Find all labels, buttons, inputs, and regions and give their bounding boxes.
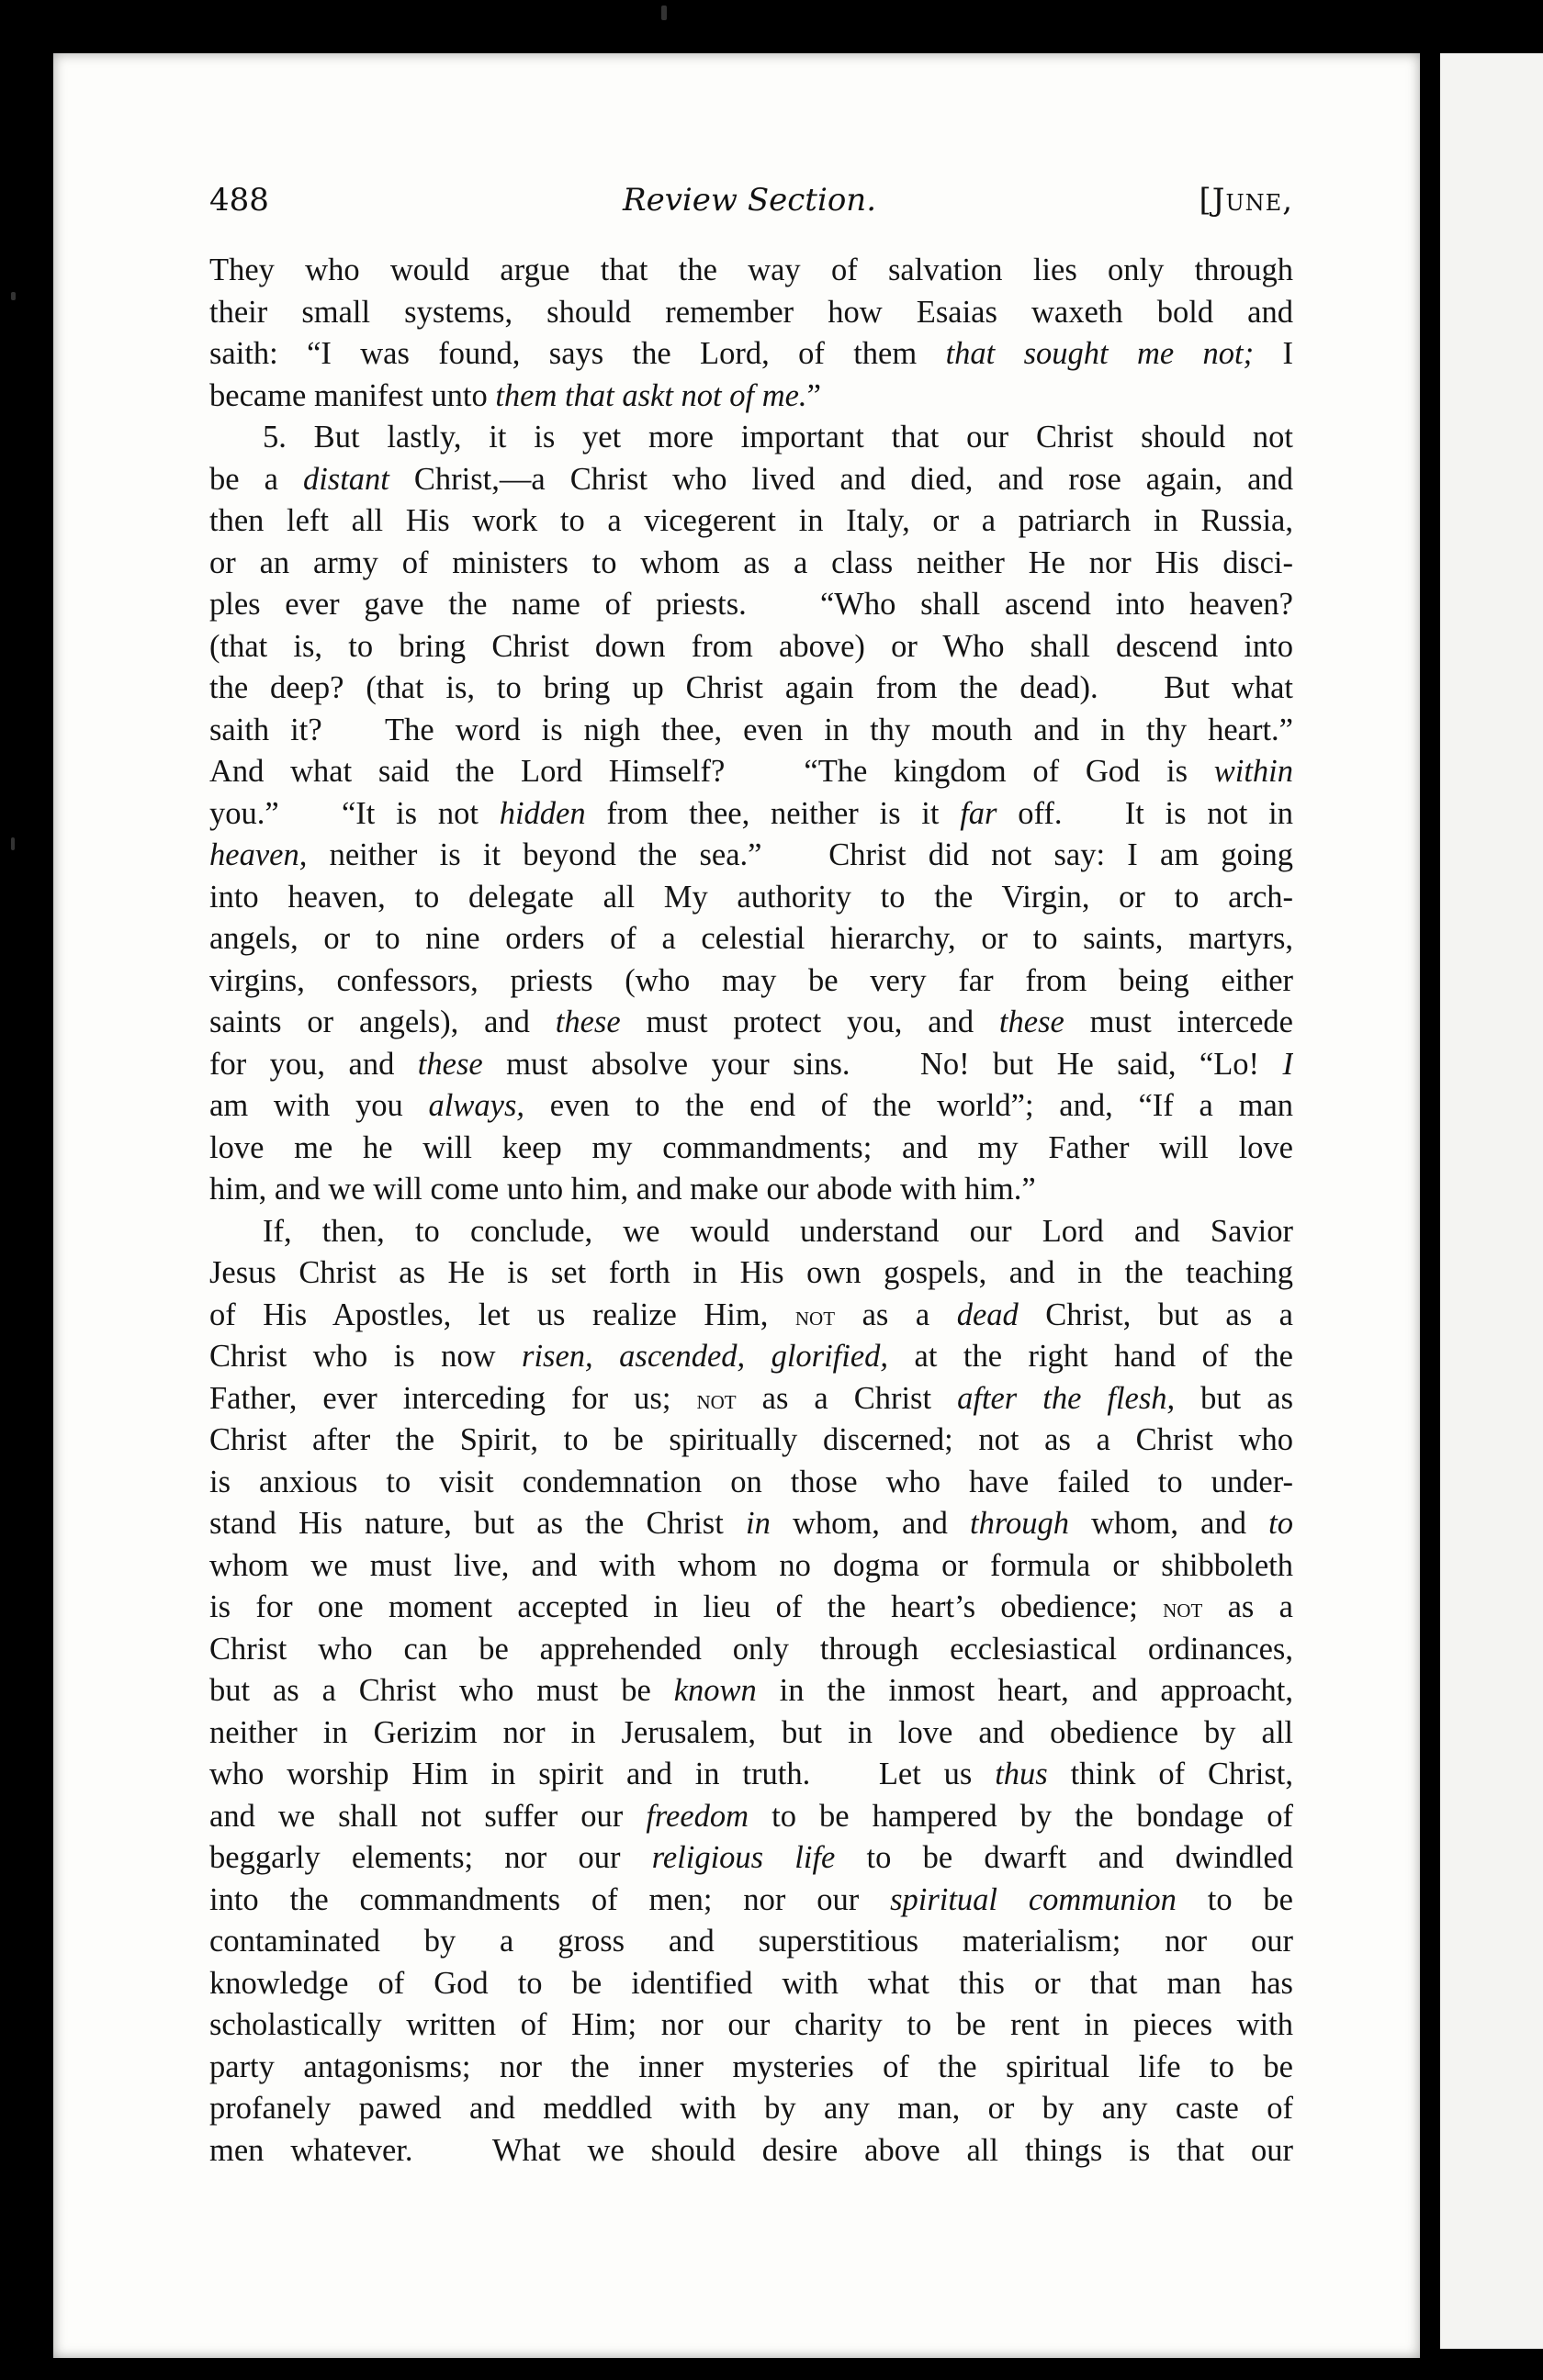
text-run: or an army of ministers to whom as a class neither He nor His disci-	[209, 544, 1293, 580]
text-line	[209, 584, 1293, 626]
text-run: and we shall not suffer our	[209, 1798, 647, 1834]
text-line	[209, 1336, 1293, 1378]
scan-speck	[661, 6, 667, 20]
text-run: of His Apostles, let us realize Him,	[209, 1297, 795, 1332]
text-run: stand His nature, but as the Christ	[209, 1506, 746, 1541]
text-run: Christ after the Spirit, to be spiritually discerned; not as a Christ who	[209, 1422, 1293, 1457]
scan-speck	[11, 292, 16, 300]
text-run: to be dwarft and dwindled	[835, 1840, 1293, 1875]
text-line	[209, 1252, 1293, 1295]
text-line	[209, 500, 1293, 543]
text-run: Jesus Christ as He is set forth in His own gospels, and in the teaching	[209, 1255, 1293, 1290]
text-run: Christ who is now	[209, 1339, 523, 1374]
text-run: into the commandments of men; nor our	[209, 1881, 891, 1917]
text-line	[209, 1837, 1293, 1880]
text-line	[209, 1211, 1293, 1253]
text-run: neither is it beyond the sea.” Christ did not say: I am going	[307, 837, 1293, 872]
text-line	[209, 1670, 1293, 1712]
text-run: after the flesh,	[957, 1380, 1176, 1416]
text-line	[209, 1044, 1293, 1086]
text-line	[209, 1712, 1293, 1755]
text-run: must absolve your sins. No! but He said, “Lo!	[482, 1046, 1283, 1082]
text-run: from thee, neither is it	[585, 795, 961, 831]
text-line	[209, 1128, 1293, 1170]
text-run: religious life	[651, 1840, 836, 1875]
text-run: for you, and	[209, 1046, 418, 1082]
text-run: must intercede	[1064, 1005, 1293, 1039]
text-run: risen, ascended, glorified,	[522, 1339, 889, 1374]
text-line	[209, 1295, 1293, 1337]
text-run: is anxious to visit condemnation on those who have failed to under-	[209, 1464, 1293, 1499]
text-line	[209, 250, 1293, 292]
text-run: Christ who can be apprehended only through ecclesiastical ordinances,	[209, 1631, 1293, 1667]
text-run: far	[960, 795, 997, 831]
text-run: think of Christ,	[1047, 1757, 1293, 1791]
text-run: saith: “I was found, says the Lord, of them	[209, 336, 946, 371]
text-run: not	[1163, 1593, 1203, 1623]
text-run: party antagonisms; nor the inner mysteries of the spiritual life to be	[209, 2049, 1293, 2084]
text-line	[209, 333, 1293, 376]
text-run: ples ever gave the name of priests. “Who shall ascend into heaven?	[209, 587, 1293, 622]
text-run: knowledge of God to be identified with what this or that man has	[209, 1965, 1293, 2001]
text-run: Father, ever interceding for us;	[209, 1380, 697, 1416]
text-line	[209, 376, 1293, 418]
facing-page-edge	[1440, 53, 1543, 2349]
text-line	[209, 1796, 1293, 1838]
text-run: spiritual communion	[890, 1881, 1177, 1917]
text-run: heaven,	[209, 837, 308, 872]
text-run: virgins, confessors, priests (who may be very far from being either	[209, 962, 1293, 998]
text-line	[209, 459, 1293, 501]
page-number: 488	[209, 182, 269, 219]
text-run: always,	[428, 1088, 524, 1123]
text-run: contaminated by a gross and superstitious materialism; nor our	[209, 1924, 1293, 1959]
text-run: ”	[806, 377, 821, 413]
text-line	[209, 1754, 1293, 1796]
text-run: am with you	[209, 1088, 429, 1123]
section-title: Review Section.	[623, 182, 877, 219]
text-run: not	[696, 1384, 737, 1415]
text-run: must protect you, and	[620, 1005, 999, 1039]
text-run: these	[555, 1005, 621, 1039]
scan-speck	[11, 837, 15, 850]
text-line	[209, 1169, 1293, 1211]
text-run: men whatever. What we should desire above all things is that our	[209, 2132, 1293, 2168]
text-run: hidden	[499, 795, 586, 831]
text-run: dead	[956, 1297, 1019, 1332]
text-line	[209, 2047, 1293, 2089]
text-line	[209, 1462, 1293, 1504]
text-run: that sought me not;	[945, 336, 1255, 371]
text-line	[209, 543, 1293, 585]
text-run: not	[794, 1300, 836, 1331]
text-run: I	[1254, 336, 1293, 371]
text-run: as a	[835, 1297, 957, 1332]
text-line	[209, 1587, 1293, 1629]
text-line	[209, 1002, 1293, 1044]
text-line	[209, 1880, 1293, 1922]
text-run: distant	[302, 461, 389, 497]
text-run: but as	[1175, 1380, 1293, 1416]
text-line	[209, 1085, 1293, 1128]
text-line	[209, 1503, 1293, 1545]
text-run: then left all His work to a vicegerent in Italy, or a patriarch in Russia,	[209, 503, 1293, 538]
text-run: thus	[995, 1757, 1048, 1791]
text-run: in	[745, 1506, 771, 1541]
text-run: into heaven, to delegate all My authority to the Virgin, or to arch-	[209, 879, 1293, 915]
text-run: beggarly elements; nor our	[209, 1840, 652, 1875]
text-line	[209, 918, 1293, 960]
text-line	[209, 793, 1293, 836]
text-run: these	[998, 1005, 1064, 1039]
text-run: whom, and	[770, 1506, 970, 1541]
text-run: be a	[209, 461, 303, 497]
issue-month: [June,	[1199, 182, 1293, 219]
text-run: I	[1282, 1046, 1293, 1082]
text-run: them that askt not of me.	[495, 377, 807, 413]
text-line	[209, 1420, 1293, 1462]
text-run: through	[969, 1506, 1069, 1541]
text-run: as a Christ	[736, 1380, 958, 1416]
text-run: (that is, to bring Christ down from above) or Who shall descend into	[209, 628, 1293, 664]
text-line	[209, 1963, 1293, 2005]
text-line	[209, 1378, 1293, 1420]
text-run: whom, and	[1068, 1506, 1269, 1541]
text-run: off. It is not in	[997, 795, 1293, 831]
text-line	[209, 1545, 1293, 1588]
text-line	[209, 292, 1293, 334]
text-run: you.” “It is not	[209, 795, 500, 831]
text-run: these	[417, 1046, 483, 1082]
text-line	[209, 835, 1293, 877]
text-line	[209, 668, 1293, 710]
body-text	[209, 250, 1293, 2172]
text-run: profanely pawed and meddled with by any man, or by any caste of	[209, 2091, 1293, 2126]
text-line	[209, 2130, 1293, 2172]
text-run: as a	[1202, 1589, 1293, 1624]
text-run: And what said the Lord Himself? “The kingdom of God is	[209, 754, 1214, 789]
text-line	[209, 626, 1293, 668]
text-line	[209, 877, 1293, 919]
text-run: within	[1213, 754, 1293, 789]
text-run: freedom	[646, 1798, 749, 1834]
text-run: Christ, but as a	[1018, 1297, 1293, 1332]
text-run: to be	[1176, 1881, 1293, 1917]
text-run: neither in Gerizim nor in Jerusalem, but in love and obedience by all	[209, 1714, 1293, 1750]
text-run: If, then, to conclude, we would understand our Lord and Savior	[263, 1213, 1293, 1249]
text-line	[209, 2088, 1293, 2130]
text-run: in the inmost heart, and approacht,	[756, 1673, 1293, 1708]
text-run: him, and we will come unto him, and make our abode with him.”	[209, 1172, 1036, 1207]
text-line	[209, 1629, 1293, 1671]
text-run: to	[1268, 1506, 1293, 1541]
text-run: Christ,—a Christ who lived and died, and rose again, and	[389, 461, 1293, 497]
text-run: known	[673, 1673, 757, 1708]
text-run: at the right hand of the	[888, 1339, 1293, 1374]
text-run: 5. But lastly, it is yet more important that our Christ should not	[263, 420, 1293, 455]
text-run: became manifest unto	[209, 377, 496, 413]
text-run: the deep? (that is, to bring up Christ again from the dead). But what	[209, 670, 1293, 705]
text-run: angels, or to nine orders of a celestial hierarchy, or to saints, martyrs,	[209, 921, 1293, 956]
text-run: They who would argue that the way of salvation lies only through	[209, 253, 1293, 287]
text-run: to be hampered by the bondage of	[749, 1798, 1293, 1834]
text-line	[209, 960, 1293, 1003]
text-run: whom we must live, and with whom no dogma or formula or shibboleth	[209, 1547, 1293, 1583]
text-run: saith it? The word is nigh thee, even in thy mouth and in thy heart.”	[209, 712, 1293, 747]
text-line	[209, 417, 1293, 459]
text-run: love me he will keep my commandments; and my Father will love	[209, 1129, 1293, 1165]
text-run: scholastically written of Him; nor our charity to be rent in pieces with	[209, 2007, 1293, 2042]
text-run: is for one moment accepted in lieu of the heart’s obedience;	[209, 1589, 1164, 1624]
text-line	[209, 751, 1293, 793]
running-head	[209, 182, 1293, 228]
text-run: saints or angels), and	[209, 1005, 556, 1039]
text-line	[209, 2004, 1293, 2047]
text-line	[209, 710, 1293, 752]
text-run: who worship Him in spirit and in truth. Let us	[209, 1757, 996, 1791]
text-line	[209, 1921, 1293, 1963]
text-run: their small systems, should remember how Esaias waxeth bold and	[209, 294, 1293, 330]
text-run: but as a Christ who must be	[209, 1673, 674, 1708]
text-run: even to the end of the world”; and, “If a man	[524, 1088, 1293, 1123]
